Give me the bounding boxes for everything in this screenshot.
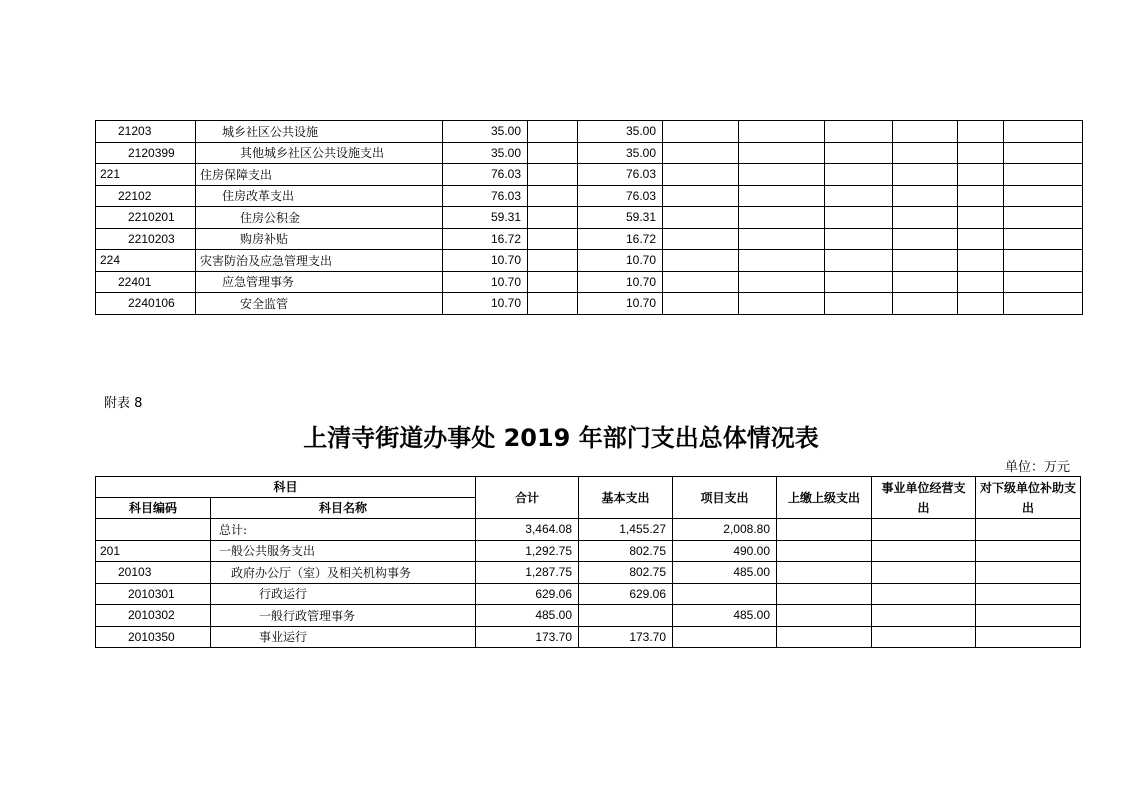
empty-cell — [893, 271, 958, 293]
empty-cell — [1004, 250, 1083, 272]
empty-cell — [958, 207, 1004, 229]
basic-value: 1,455.27 — [579, 519, 673, 541]
table-row — [96, 228, 1083, 250]
empty-cell — [893, 207, 958, 229]
remit-value — [777, 583, 872, 605]
empty-cell — [1004, 271, 1083, 293]
subject-name: 安全监管 — [196, 293, 443, 315]
subject-name: 一般公共服务支出 — [211, 540, 476, 562]
total-value: 1,287.75 — [476, 562, 579, 584]
empty-cell — [893, 185, 958, 207]
basic-value — [579, 605, 673, 627]
empty-cell — [1004, 185, 1083, 207]
empty-cell — [663, 142, 739, 164]
basic-value: 59.31 — [578, 207, 663, 229]
empty-cell — [739, 185, 825, 207]
table-row — [96, 207, 1083, 229]
empty-cell — [528, 185, 578, 207]
subject-code: 20103 — [96, 562, 211, 584]
subject-name: 应急管理事务 — [196, 271, 443, 293]
subject-name: 住房改革支出 — [196, 185, 443, 207]
table-row — [96, 185, 1083, 207]
subject-code: 21203 — [96, 121, 196, 143]
empty-cell — [528, 207, 578, 229]
header-subsidy: 对下级单位补助支出 — [976, 477, 1081, 519]
basic-value: 16.72 — [578, 228, 663, 250]
total-value: 59.31 — [443, 207, 528, 229]
basic-value: 802.75 — [579, 562, 673, 584]
subsidy-value — [976, 583, 1081, 605]
subject-name: 政府办公厅（室）及相关机构事务 — [211, 562, 476, 584]
header-remit: 上缴上级支出 — [777, 477, 872, 519]
empty-cell — [1004, 164, 1083, 186]
table-row — [96, 583, 1081, 605]
empty-cell — [958, 228, 1004, 250]
basic-value: 173.70 — [579, 626, 673, 648]
empty-cell — [528, 293, 578, 315]
empty-cell — [893, 121, 958, 143]
empty-cell — [958, 185, 1004, 207]
project-value: 485.00 — [673, 562, 777, 584]
enterprise-value — [872, 583, 976, 605]
header-code: 科目编码 — [96, 498, 211, 519]
empty-cell — [958, 142, 1004, 164]
empty-cell — [893, 293, 958, 315]
empty-cell — [528, 164, 578, 186]
project-value: 485.00 — [673, 605, 777, 627]
table-row — [96, 293, 1083, 315]
remit-value — [777, 626, 872, 648]
empty-cell — [663, 164, 739, 186]
empty-cell — [893, 142, 958, 164]
empty-cell — [739, 228, 825, 250]
table-row — [96, 164, 1083, 186]
empty-cell — [1004, 207, 1083, 229]
empty-cell — [958, 121, 1004, 143]
empty-cell — [528, 228, 578, 250]
empty-cell — [739, 207, 825, 229]
subject-code: 2010350 — [96, 626, 211, 648]
subject-code: 2240106 — [96, 293, 196, 315]
total-value: 35.00 — [443, 121, 528, 143]
enterprise-value — [872, 626, 976, 648]
empty-cell — [1004, 228, 1083, 250]
expenditure-table — [95, 476, 1081, 648]
empty-cell — [958, 271, 1004, 293]
empty-cell — [958, 293, 1004, 315]
total-value: 3,464.08 — [476, 519, 579, 541]
empty-cell — [893, 250, 958, 272]
empty-cell — [958, 164, 1004, 186]
total-value: 629.06 — [476, 583, 579, 605]
table-row — [96, 271, 1083, 293]
subject-name: 事业运行 — [211, 626, 476, 648]
total-value: 76.03 — [443, 164, 528, 186]
basic-value: 10.70 — [578, 250, 663, 272]
basic-value: 76.03 — [578, 185, 663, 207]
top-continuation-table — [95, 120, 1083, 315]
subsidy-value — [976, 519, 1081, 541]
empty-cell — [1004, 293, 1083, 315]
enterprise-value — [872, 540, 976, 562]
subject-code: 221 — [96, 164, 196, 186]
subject-code: 2010301 — [96, 583, 211, 605]
subject-code: 22401 — [96, 271, 196, 293]
header-project: 项目支出 — [673, 477, 777, 519]
subject-name: 其他城乡社区公共设施支出 — [196, 142, 443, 164]
remit-value — [777, 519, 872, 541]
basic-value: 76.03 — [578, 164, 663, 186]
empty-cell — [663, 250, 739, 272]
empty-cell — [825, 185, 893, 207]
empty-cell — [528, 142, 578, 164]
empty-cell — [1004, 121, 1083, 143]
appendix-label: 附表 8 — [104, 396, 143, 411]
basic-value: 629.06 — [579, 583, 673, 605]
total-value: 16.72 — [443, 228, 528, 250]
subject-name: 城乡社区公共设施 — [196, 121, 443, 143]
total-value: 10.70 — [443, 271, 528, 293]
table-row — [96, 519, 1081, 541]
unit-label: 单位：万元 — [1004, 460, 1070, 475]
total-value: 76.03 — [443, 185, 528, 207]
empty-cell — [739, 250, 825, 272]
subject-name: 住房保障支出 — [196, 164, 443, 186]
empty-cell — [739, 142, 825, 164]
empty-cell — [663, 121, 739, 143]
empty-cell — [663, 228, 739, 250]
total-value: 173.70 — [476, 626, 579, 648]
top-table-body — [96, 121, 1083, 315]
empty-cell — [739, 121, 825, 143]
empty-cell — [663, 271, 739, 293]
empty-cell — [825, 250, 893, 272]
remit-value — [777, 562, 872, 584]
enterprise-value — [872, 562, 976, 584]
basic-value: 10.70 — [578, 271, 663, 293]
subject-code: 201 — [96, 540, 211, 562]
empty-cell — [663, 185, 739, 207]
subject-name: 购房补贴 — [196, 228, 443, 250]
total-value: 10.70 — [443, 293, 528, 315]
empty-cell — [825, 121, 893, 143]
table-row — [96, 605, 1081, 627]
subject-code: 2210203 — [96, 228, 196, 250]
table-row — [96, 540, 1081, 562]
subject-name: 行政运行 — [211, 583, 476, 605]
enterprise-value — [872, 519, 976, 541]
enterprise-value — [872, 605, 976, 627]
project-value — [673, 583, 777, 605]
remit-value — [777, 605, 872, 627]
table-row — [96, 562, 1081, 584]
empty-cell — [1004, 142, 1083, 164]
empty-cell — [825, 207, 893, 229]
subject-code — [96, 519, 211, 541]
subject-code: 224 — [96, 250, 196, 272]
header-enterprise: 事业单位经营支出 — [872, 477, 976, 519]
empty-cell — [528, 271, 578, 293]
empty-cell — [528, 250, 578, 272]
subsidy-value — [976, 540, 1081, 562]
table-row — [96, 250, 1083, 272]
header-name: 科目名称 — [211, 498, 476, 519]
empty-cell — [825, 142, 893, 164]
subject-name: 住房公积金 — [196, 207, 443, 229]
subject-code: 2210201 — [96, 207, 196, 229]
empty-cell — [958, 250, 1004, 272]
table-row — [96, 626, 1081, 648]
subject-code: 22102 — [96, 185, 196, 207]
project-value — [673, 626, 777, 648]
total-value: 1,292.75 — [476, 540, 579, 562]
empty-cell — [663, 293, 739, 315]
table-row — [96, 121, 1083, 143]
total-value: 35.00 — [443, 142, 528, 164]
header-total: 合计 — [476, 477, 579, 519]
empty-cell — [739, 271, 825, 293]
page-title: 上清寺街道办事处 2019 年部门支出总体情况表 — [303, 424, 819, 452]
empty-cell — [893, 164, 958, 186]
empty-cell — [739, 293, 825, 315]
basic-value: 35.00 — [578, 142, 663, 164]
subject-code: 2120399 — [96, 142, 196, 164]
basic-value: 35.00 — [578, 121, 663, 143]
empty-cell — [825, 293, 893, 315]
subsidy-value — [976, 626, 1081, 648]
empty-cell — [825, 164, 893, 186]
subject-name: 一般行政管理事务 — [211, 605, 476, 627]
table-row — [96, 142, 1083, 164]
project-value: 2,008.80 — [673, 519, 777, 541]
empty-cell — [825, 271, 893, 293]
header-subject: 科目 — [96, 477, 476, 498]
empty-cell — [663, 207, 739, 229]
subject-name: 总计: — [211, 519, 476, 541]
basic-value: 802.75 — [579, 540, 673, 562]
header-basic: 基本支出 — [579, 477, 673, 519]
subject-name: 灾害防治及应急管理支出 — [196, 250, 443, 272]
expenditure-table-body — [96, 519, 1081, 648]
total-value: 485.00 — [476, 605, 579, 627]
total-value: 10.70 — [443, 250, 528, 272]
empty-cell — [893, 228, 958, 250]
empty-cell — [825, 228, 893, 250]
remit-value — [777, 540, 872, 562]
subsidy-value — [976, 605, 1081, 627]
project-value: 490.00 — [673, 540, 777, 562]
empty-cell — [739, 164, 825, 186]
subject-code: 2010302 — [96, 605, 211, 627]
empty-cell — [528, 121, 578, 143]
basic-value: 10.70 — [578, 293, 663, 315]
subsidy-value — [976, 562, 1081, 584]
